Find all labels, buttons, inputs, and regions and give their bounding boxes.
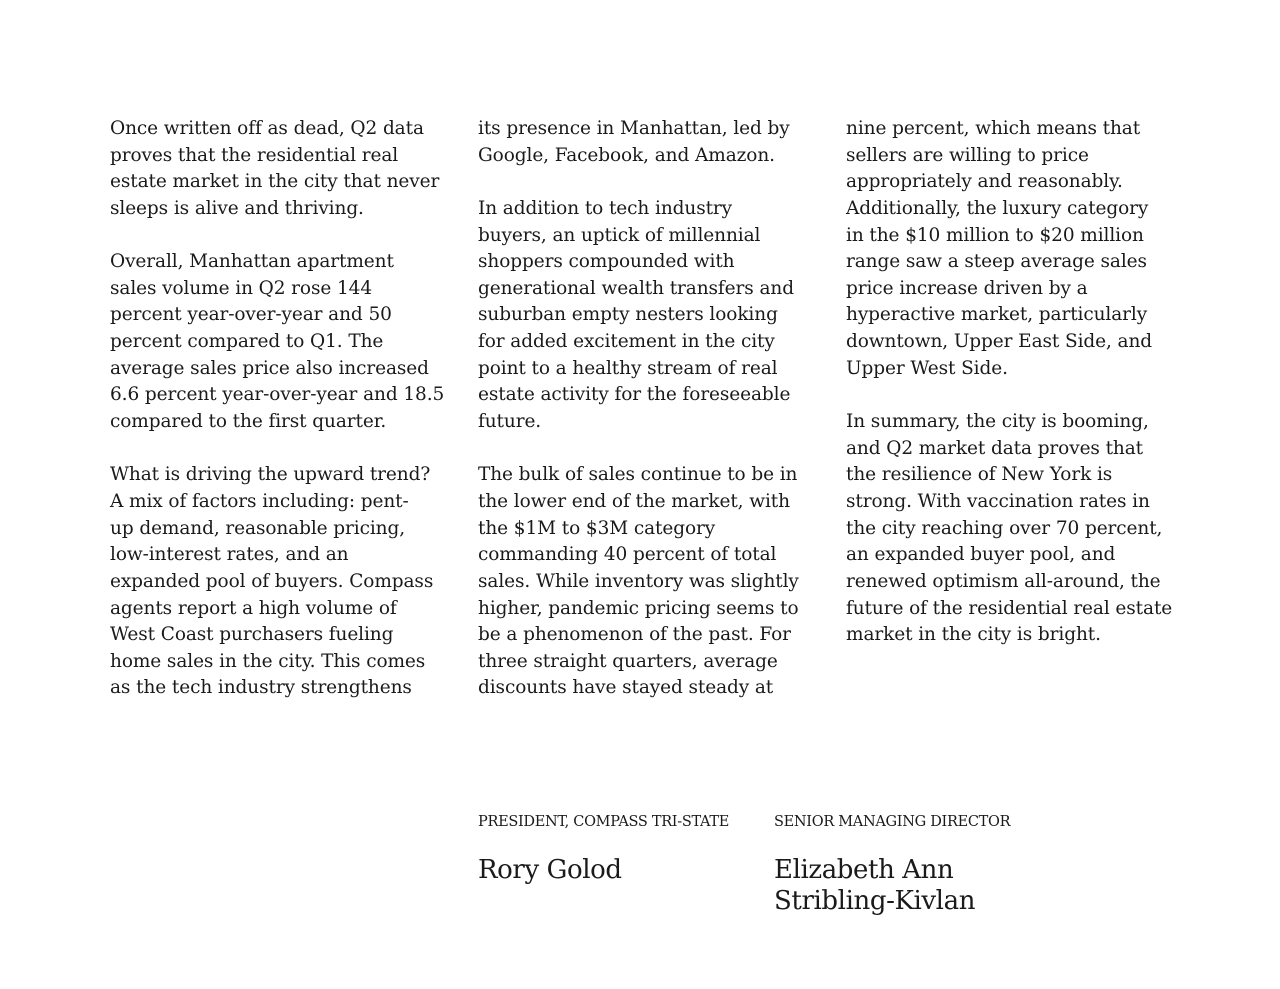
text-line: estate activity for the foreseeable <box>478 384 791 406</box>
text-line: strong. With vaccination rates in <box>846 490 1150 512</box>
text-line: percent year-over-year and 50 <box>110 304 392 326</box>
text-line: Upper West Side. <box>846 357 1008 379</box>
text-line: for added excitement in the city <box>478 331 775 353</box>
text-line: buyers, an uptick of millennial <box>478 224 761 246</box>
text-line: Once written off as dead, Q2 data <box>110 118 424 139</box>
text-line: In summary, the city is booming, <box>846 411 1149 433</box>
text-line: nine percent, which means that <box>846 118 1141 139</box>
text-line: hyperactive market, particularly <box>846 304 1148 326</box>
text-line: sellers are willing to price <box>846 144 1089 166</box>
signature-block-president <box>478 813 729 886</box>
text-line: West Coast purchasers fueling <box>110 624 394 646</box>
text-line: the resilience of New York is <box>846 464 1113 486</box>
text-line: three straight quarters, average <box>478 650 778 672</box>
paragraph <box>846 116 1181 382</box>
text-line: The bulk of sales continue to be in <box>478 464 798 486</box>
text-line: discounts have stayed steady at <box>478 677 774 699</box>
signature-name-line: Elizabeth Ann <box>774 855 954 885</box>
text-line: average sales price also increased <box>110 357 429 379</box>
text-line: the lower end of the market, with <box>478 490 790 512</box>
paragraph <box>478 462 813 702</box>
text-line: the $1M to $3M category <box>478 517 716 539</box>
signature-block-director <box>774 813 1010 917</box>
text-line: 6.6 percent year-over-year and 18.5 <box>110 384 445 406</box>
text-line: suburban empty nesters looking <box>478 304 778 326</box>
text-line: percent compared to Q1. The <box>110 331 384 353</box>
paragraph <box>478 116 813 169</box>
text-line: downtown, Upper East Side, and <box>846 331 1153 353</box>
text-line: be a phenomenon of the past. For <box>478 624 791 646</box>
text-line: the city reaching over 70 percent, <box>846 517 1163 539</box>
text-line: generational wealth transfers and <box>478 277 794 299</box>
signature-name <box>478 855 729 886</box>
text-line: In addition to tech industry <box>478 197 733 219</box>
paragraph <box>846 409 1181 649</box>
signature-title: SENIOR MANAGING DIRECTOR <box>774 814 1011 830</box>
text-line: compared to the first quarter. <box>110 411 387 433</box>
paragraph <box>110 249 445 435</box>
text-line: its presence in Manhattan, led by <box>478 118 790 139</box>
text-line: low-interest rates, and an <box>110 544 349 566</box>
text-line: and Q2 market data proves that <box>846 437 1144 459</box>
signature-name-line: Rory Golod <box>478 855 622 885</box>
paragraph <box>478 196 813 436</box>
text-line: expanded pool of buyers. Compass <box>110 570 434 592</box>
article-column-2 <box>478 116 813 702</box>
text-line: future. <box>478 411 542 433</box>
text-line: in the $10 million to $20 million <box>846 224 1144 246</box>
text-line: Overall, Manhattan apartment <box>110 251 394 273</box>
paragraph <box>110 462 445 702</box>
text-line: shoppers compounded with <box>478 251 735 273</box>
text-line: point to a healthy stream of real <box>478 357 778 379</box>
text-line: sleeps is alive and thriving. <box>110 197 364 219</box>
article-column-3 <box>846 116 1181 649</box>
signature-title: PRESIDENT, COMPASS TRI-STATE <box>478 814 730 830</box>
text-line: as the tech industry strengthens <box>110 677 412 699</box>
text-line: proves that the residential real <box>110 144 399 166</box>
text-line: home sales in the city. This comes <box>110 650 426 672</box>
text-line: renewed optimism all-around, the <box>846 570 1161 592</box>
text-line: market in the city is bright. <box>846 624 1101 646</box>
text-line: price increase driven by a <box>846 277 1088 299</box>
text-line: estate market in the city that never <box>110 171 440 193</box>
text-line: Google, Facebook, and Amazon. <box>478 144 775 166</box>
text-line: future of the residential real estate <box>846 597 1173 619</box>
text-line: What is driving the upward trend? <box>110 464 431 486</box>
signature-name-line: Stribling-Kivlan <box>774 886 976 916</box>
text-line: sales. While inventory was slightly <box>478 570 799 592</box>
text-line: A mix of factors including: pent- <box>110 490 409 512</box>
text-line: higher, pandemic pricing seems to <box>478 597 799 619</box>
text-line: an expanded buyer pool, and <box>846 544 1116 566</box>
text-line: appropriately and reasonably. <box>846 171 1123 193</box>
text-line: range saw a steep average sales <box>846 251 1147 273</box>
text-line: sales volume in Q2 rose 144 <box>110 277 373 299</box>
signature-name <box>774 855 1010 917</box>
paragraph <box>110 116 445 223</box>
text-line: agents report a high volume of <box>110 597 397 619</box>
text-line: Additionally, the luxury category <box>846 197 1149 219</box>
text-line: up demand, reasonable pricing, <box>110 517 406 539</box>
article-column-1 <box>110 116 445 702</box>
text-line: commanding 40 percent of total <box>478 544 777 566</box>
